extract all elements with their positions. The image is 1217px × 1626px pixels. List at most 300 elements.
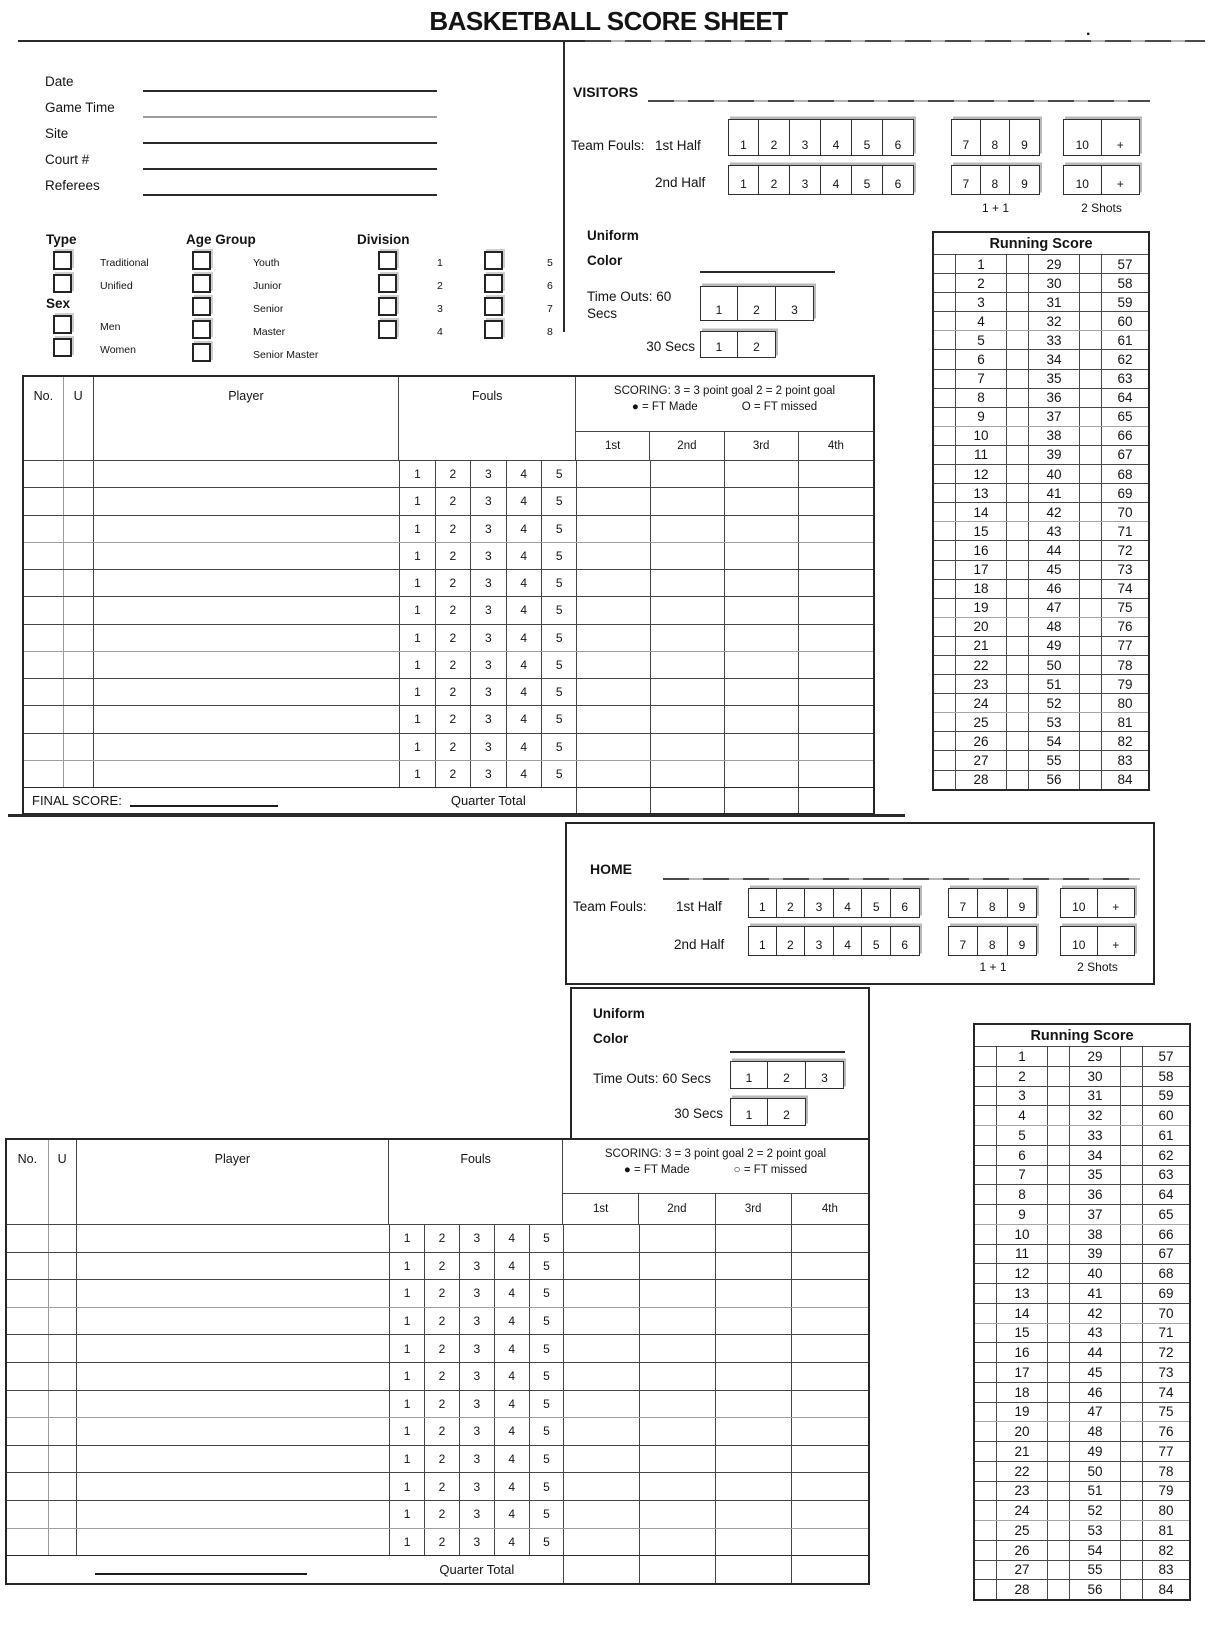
score-cell[interactable]: 83 bbox=[1117, 752, 1133, 768]
score-mark-cell[interactable] bbox=[1048, 1561, 1070, 1580]
timeout-cell[interactable]: 1 bbox=[700, 331, 738, 358]
score-cell[interactable]: 30 bbox=[1070, 1067, 1121, 1086]
quarter-score-cell[interactable] bbox=[577, 652, 651, 678]
score-cell[interactable]: 4 bbox=[997, 1106, 1048, 1125]
team-foul-cell[interactable]: 9 bbox=[1010, 119, 1040, 156]
score-cell[interactable]: 15 bbox=[997, 1324, 1048, 1343]
score-cell[interactable]: 34 bbox=[1070, 1146, 1121, 1165]
foul-cell[interactable]: 4 bbox=[495, 1391, 530, 1418]
quarter-total-cell[interactable] bbox=[716, 1556, 792, 1583]
score-mark-cell[interactable] bbox=[1121, 1284, 1143, 1303]
player-u-cell[interactable] bbox=[64, 652, 94, 678]
score-mark-cell[interactable] bbox=[1007, 293, 1029, 311]
foul-cell[interactable]: 1 bbox=[400, 706, 435, 732]
foul-cell[interactable]: 5 bbox=[530, 1225, 565, 1252]
score-mark-cell[interactable] bbox=[975, 1422, 997, 1441]
checkbox-division-4[interactable] bbox=[378, 320, 397, 339]
foul-cell[interactable]: 2 bbox=[436, 461, 471, 487]
foul-cell[interactable]: 5 bbox=[542, 516, 577, 542]
score-mark-cell[interactable] bbox=[975, 1541, 997, 1560]
score-mark-cell[interactable] bbox=[975, 1126, 997, 1145]
score-mark-cell[interactable] bbox=[1080, 522, 1102, 540]
date-field-line[interactable] bbox=[143, 90, 437, 92]
score-cell[interactable]: 41 bbox=[1070, 1284, 1121, 1303]
quarter-score-cell[interactable] bbox=[792, 1391, 868, 1418]
score-cell[interactable]: 48 bbox=[1029, 618, 1080, 636]
quarter-score-cell[interactable] bbox=[799, 543, 873, 569]
quarter-score-cell[interactable] bbox=[792, 1335, 868, 1362]
player-number-cell[interactable] bbox=[24, 679, 64, 705]
score-mark-cell[interactable] bbox=[975, 1067, 997, 1086]
foul-cell[interactable]: 5 bbox=[530, 1280, 565, 1307]
team-foul-cell[interactable]: 2 bbox=[777, 888, 806, 918]
team-foul-cell[interactable]: 4 bbox=[834, 888, 863, 918]
quarter-score-cell[interactable] bbox=[725, 543, 799, 569]
score-cell[interactable]: 14 bbox=[956, 503, 1007, 521]
score-cell[interactable]: 81 bbox=[1117, 714, 1133, 730]
score-cell[interactable]: 29 bbox=[1029, 255, 1080, 273]
quarter-score-cell[interactable] bbox=[716, 1529, 792, 1556]
quarter-score-cell[interactable] bbox=[792, 1253, 868, 1280]
quarter-score-cell[interactable] bbox=[792, 1225, 868, 1252]
player-name-cell[interactable] bbox=[94, 516, 401, 542]
foul-cell[interactable]: 5 bbox=[542, 461, 577, 487]
foul-cell[interactable]: 2 bbox=[436, 625, 471, 651]
timeout-cell[interactable]: 2 bbox=[738, 286, 776, 321]
team-foul-cell[interactable]: 5 bbox=[862, 926, 891, 956]
score-mark-cell[interactable] bbox=[934, 675, 956, 693]
foul-cell[interactable]: 2 bbox=[436, 543, 471, 569]
player-u-cell[interactable] bbox=[64, 516, 94, 542]
foul-cell[interactable]: 4 bbox=[507, 761, 542, 787]
team-foul-cell[interactable]: 2 bbox=[759, 119, 790, 156]
quarter-score-cell[interactable] bbox=[725, 488, 799, 514]
score-cell[interactable]: 62 bbox=[1158, 1147, 1174, 1163]
score-mark-cell[interactable] bbox=[934, 465, 956, 483]
foul-cell[interactable]: 4 bbox=[507, 516, 542, 542]
score-cell[interactable]: 40 bbox=[1070, 1264, 1121, 1283]
checkbox-unified[interactable] bbox=[53, 274, 72, 293]
score-mark-cell[interactable] bbox=[975, 1403, 997, 1422]
score-cell[interactable]: 44 bbox=[1070, 1343, 1121, 1362]
player-name-cell[interactable] bbox=[94, 625, 401, 651]
quarter-score-cell[interactable] bbox=[725, 706, 799, 732]
quarter-score-cell[interactable] bbox=[725, 461, 799, 487]
foul-cell[interactable]: 4 bbox=[495, 1473, 530, 1500]
player-u-cell[interactable] bbox=[49, 1446, 77, 1473]
quarter-score-cell[interactable] bbox=[651, 734, 725, 760]
team-foul-cell[interactable]: + bbox=[1102, 119, 1141, 156]
player-number-cell[interactable] bbox=[24, 652, 64, 678]
player-name-cell[interactable] bbox=[77, 1308, 391, 1335]
foul-cell[interactable]: 1 bbox=[390, 1473, 425, 1500]
foul-cell[interactable]: 3 bbox=[471, 706, 506, 732]
player-number-cell[interactable] bbox=[24, 597, 64, 623]
score-mark-cell[interactable] bbox=[975, 1304, 997, 1323]
foul-cell[interactable]: 5 bbox=[530, 1363, 565, 1390]
quarter-score-cell[interactable] bbox=[640, 1253, 716, 1280]
score-mark-cell[interactable] bbox=[975, 1383, 997, 1402]
score-mark-cell[interactable] bbox=[1121, 1324, 1143, 1343]
player-name-cell[interactable] bbox=[77, 1418, 391, 1445]
score-mark-cell[interactable] bbox=[1121, 1442, 1143, 1461]
quarter-score-cell[interactable] bbox=[716, 1501, 792, 1528]
score-mark-cell[interactable] bbox=[934, 350, 956, 368]
quarter-score-cell[interactable] bbox=[577, 570, 651, 596]
foul-cell[interactable]: 3 bbox=[460, 1280, 495, 1307]
score-cell[interactable]: 67 bbox=[1158, 1246, 1174, 1262]
score-cell[interactable]: 42 bbox=[1029, 503, 1080, 521]
quarter-total-cell[interactable] bbox=[799, 788, 873, 813]
player-name-cell[interactable] bbox=[77, 1391, 391, 1418]
score-cell[interactable]: 58 bbox=[1158, 1068, 1174, 1084]
score-mark-cell[interactable] bbox=[975, 1442, 997, 1461]
score-cell[interactable]: 19 bbox=[997, 1403, 1048, 1422]
player-name-cell[interactable] bbox=[94, 543, 401, 569]
score-cell[interactable]: 53 bbox=[1029, 713, 1080, 731]
quarter-score-cell[interactable] bbox=[564, 1501, 640, 1528]
quarter-score-cell[interactable] bbox=[564, 1253, 640, 1280]
score-mark-cell[interactable] bbox=[1007, 484, 1029, 502]
score-mark-cell[interactable] bbox=[1007, 580, 1029, 598]
score-mark-cell[interactable] bbox=[934, 599, 956, 617]
score-mark-cell[interactable] bbox=[1007, 312, 1029, 330]
score-cell[interactable]: 56 bbox=[1029, 771, 1080, 789]
score-cell[interactable]: 53 bbox=[1070, 1521, 1121, 1540]
quarter-score-cell[interactable] bbox=[564, 1308, 640, 1335]
foul-cell[interactable]: 2 bbox=[425, 1308, 460, 1335]
quarter-score-cell[interactable] bbox=[725, 761, 799, 787]
foul-cell[interactable]: 1 bbox=[390, 1335, 425, 1362]
foul-cell[interactable]: 2 bbox=[425, 1446, 460, 1473]
score-mark-cell[interactable] bbox=[1080, 389, 1102, 407]
score-mark-cell[interactable] bbox=[1007, 370, 1029, 388]
score-cell[interactable]: 12 bbox=[956, 465, 1007, 483]
foul-cell[interactable]: 4 bbox=[495, 1363, 530, 1390]
player-number-cell[interactable] bbox=[7, 1501, 49, 1528]
score-mark-cell[interactable] bbox=[1080, 771, 1102, 789]
score-mark-cell[interactable] bbox=[1121, 1422, 1143, 1441]
score-mark-cell[interactable] bbox=[975, 1363, 997, 1382]
score-mark-cell[interactable] bbox=[1007, 637, 1029, 655]
score-mark-cell[interactable] bbox=[1048, 1462, 1070, 1481]
quarter-score-cell[interactable] bbox=[651, 706, 725, 732]
score-mark-cell[interactable] bbox=[1048, 1205, 1070, 1224]
foul-cell[interactable]: 4 bbox=[495, 1418, 530, 1445]
quarter-total-cell[interactable] bbox=[577, 788, 651, 813]
score-cell[interactable]: 2 bbox=[997, 1067, 1048, 1086]
player-u-cell[interactable] bbox=[49, 1308, 77, 1335]
score-cell[interactable]: 62 bbox=[1117, 352, 1133, 368]
score-cell[interactable]: 36 bbox=[1029, 389, 1080, 407]
score-mark-cell[interactable] bbox=[1048, 1482, 1070, 1501]
score-mark-cell[interactable] bbox=[1007, 561, 1029, 579]
foul-cell[interactable]: 2 bbox=[436, 761, 471, 787]
score-mark-cell[interactable] bbox=[1048, 1422, 1070, 1441]
player-number-cell[interactable] bbox=[24, 543, 64, 569]
quarter-score-cell[interactable] bbox=[725, 652, 799, 678]
score-cell[interactable]: 61 bbox=[1158, 1127, 1174, 1143]
score-cell[interactable]: 10 bbox=[956, 427, 1007, 445]
team-foul-cell[interactable]: + bbox=[1102, 165, 1141, 195]
quarter-score-cell[interactable] bbox=[640, 1225, 716, 1252]
score-mark-cell[interactable] bbox=[1080, 713, 1102, 731]
player-number-cell[interactable] bbox=[24, 706, 64, 732]
score-cell[interactable]: 26 bbox=[997, 1541, 1048, 1560]
quarter-score-cell[interactable] bbox=[651, 597, 725, 623]
score-mark-cell[interactable] bbox=[1121, 1363, 1143, 1382]
checkbox-master[interactable] bbox=[192, 320, 211, 339]
player-u-cell[interactable] bbox=[49, 1363, 77, 1390]
foul-cell[interactable]: 1 bbox=[400, 625, 435, 651]
score-cell[interactable]: 35 bbox=[1070, 1166, 1121, 1185]
score-mark-cell[interactable] bbox=[1048, 1403, 1070, 1422]
visitors-color-line[interactable] bbox=[700, 271, 835, 273]
score-mark-cell[interactable] bbox=[1080, 503, 1102, 521]
foul-cell[interactable]: 3 bbox=[471, 488, 506, 514]
foul-cell[interactable]: 4 bbox=[495, 1335, 530, 1362]
score-cell[interactable]: 31 bbox=[1029, 293, 1080, 311]
quarter-score-cell[interactable] bbox=[799, 679, 873, 705]
score-cell[interactable]: 23 bbox=[956, 675, 1007, 693]
score-cell[interactable]: 49 bbox=[1029, 637, 1080, 655]
foul-cell[interactable]: 1 bbox=[400, 734, 435, 760]
score-mark-cell[interactable] bbox=[1121, 1541, 1143, 1560]
player-u-cell[interactable] bbox=[64, 597, 94, 623]
score-cell[interactable]: 77 bbox=[1158, 1443, 1174, 1459]
quarter-score-cell[interactable] bbox=[799, 652, 873, 678]
score-mark-cell[interactable] bbox=[1048, 1521, 1070, 1540]
foul-cell[interactable]: 1 bbox=[400, 543, 435, 569]
team-foul-cell[interactable]: 4 bbox=[821, 165, 852, 195]
score-mark-cell[interactable] bbox=[1080, 541, 1102, 559]
score-cell[interactable]: 80 bbox=[1158, 1503, 1174, 1519]
score-mark-cell[interactable] bbox=[975, 1106, 997, 1125]
score-cell[interactable]: 57 bbox=[1117, 256, 1133, 272]
score-cell[interactable]: 30 bbox=[1029, 274, 1080, 292]
score-cell[interactable]: 28 bbox=[956, 771, 1007, 789]
score-mark-cell[interactable] bbox=[1007, 656, 1029, 674]
player-name-cell[interactable] bbox=[77, 1253, 391, 1280]
score-cell[interactable]: 55 bbox=[1070, 1561, 1121, 1580]
foul-cell[interactable]: 5 bbox=[542, 679, 577, 705]
score-mark-cell[interactable] bbox=[1121, 1146, 1143, 1165]
score-mark-cell[interactable] bbox=[975, 1462, 997, 1481]
score-cell[interactable]: 16 bbox=[956, 541, 1007, 559]
quarter-score-cell[interactable] bbox=[577, 488, 651, 514]
team-foul-cell[interactable]: 9 bbox=[1010, 165, 1040, 195]
score-cell[interactable]: 11 bbox=[956, 446, 1007, 464]
score-mark-cell[interactable] bbox=[1121, 1185, 1143, 1204]
team-foul-cell[interactable]: 5 bbox=[862, 888, 891, 918]
score-cell[interactable]: 63 bbox=[1158, 1167, 1174, 1183]
quarter-score-cell[interactable] bbox=[577, 761, 651, 787]
quarter-score-cell[interactable] bbox=[799, 625, 873, 651]
score-mark-cell[interactable] bbox=[934, 580, 956, 598]
score-mark-cell[interactable] bbox=[934, 503, 956, 521]
score-cell[interactable]: 24 bbox=[997, 1501, 1048, 1520]
player-name-cell[interactable] bbox=[94, 570, 401, 596]
score-cell[interactable]: 27 bbox=[997, 1561, 1048, 1580]
score-mark-cell[interactable] bbox=[934, 312, 956, 330]
score-mark-cell[interactable] bbox=[1080, 427, 1102, 445]
score-mark-cell[interactable] bbox=[1080, 675, 1102, 693]
team-foul-cell[interactable]: 3 bbox=[805, 926, 834, 956]
score-mark-cell[interactable] bbox=[1048, 1442, 1070, 1461]
score-mark-cell[interactable] bbox=[1080, 465, 1102, 483]
quarter-score-cell[interactable] bbox=[716, 1225, 792, 1252]
score-mark-cell[interactable] bbox=[1048, 1126, 1070, 1145]
score-cell[interactable]: 79 bbox=[1158, 1483, 1174, 1499]
team-foul-cell[interactable]: 1 bbox=[748, 926, 777, 956]
quarter-score-cell[interactable] bbox=[577, 597, 651, 623]
score-cell[interactable]: 25 bbox=[997, 1521, 1048, 1540]
quarter-score-cell[interactable] bbox=[651, 461, 725, 487]
score-mark-cell[interactable] bbox=[975, 1284, 997, 1303]
quarter-score-cell[interactable] bbox=[564, 1391, 640, 1418]
foul-cell[interactable]: 3 bbox=[471, 461, 506, 487]
player-u-cell[interactable] bbox=[64, 461, 94, 487]
score-mark-cell[interactable] bbox=[1121, 1482, 1143, 1501]
foul-cell[interactable]: 3 bbox=[460, 1253, 495, 1280]
quarter-score-cell[interactable] bbox=[577, 516, 651, 542]
score-cell[interactable]: 3 bbox=[956, 293, 1007, 311]
team-foul-cell[interactable]: 6 bbox=[891, 888, 920, 918]
player-name-cell[interactable] bbox=[94, 734, 401, 760]
score-mark-cell[interactable] bbox=[1048, 1264, 1070, 1283]
score-cell[interactable]: 45 bbox=[1070, 1363, 1121, 1382]
foul-cell[interactable]: 4 bbox=[507, 679, 542, 705]
score-mark-cell[interactable] bbox=[1121, 1225, 1143, 1244]
player-number-cell[interactable] bbox=[7, 1253, 49, 1280]
foul-cell[interactable]: 3 bbox=[471, 543, 506, 569]
score-cell[interactable]: 74 bbox=[1158, 1384, 1174, 1400]
score-cell[interactable]: 73 bbox=[1158, 1364, 1174, 1380]
checkbox-senior[interactable] bbox=[192, 297, 211, 316]
score-mark-cell[interactable] bbox=[1080, 331, 1102, 349]
score-cell[interactable]: 45 bbox=[1029, 561, 1080, 579]
score-mark-cell[interactable] bbox=[934, 618, 956, 636]
score-mark-cell[interactable] bbox=[1121, 1106, 1143, 1125]
player-name-cell[interactable] bbox=[77, 1363, 391, 1390]
quarter-score-cell[interactable] bbox=[577, 706, 651, 732]
score-cell[interactable]: 72 bbox=[1158, 1345, 1174, 1361]
player-name-cell[interactable] bbox=[77, 1501, 391, 1528]
score-cell[interactable]: 18 bbox=[997, 1383, 1048, 1402]
quarter-score-cell[interactable] bbox=[564, 1363, 640, 1390]
foul-cell[interactable]: 2 bbox=[436, 516, 471, 542]
foul-cell[interactable]: 1 bbox=[400, 516, 435, 542]
quarter-score-cell[interactable] bbox=[640, 1391, 716, 1418]
quarter-total-cell[interactable] bbox=[651, 788, 725, 813]
checkbox-division-6[interactable] bbox=[484, 274, 503, 293]
foul-cell[interactable]: 3 bbox=[460, 1335, 495, 1362]
foul-cell[interactable]: 2 bbox=[436, 679, 471, 705]
court-field-line[interactable] bbox=[143, 168, 437, 170]
foul-cell[interactable]: 1 bbox=[390, 1446, 425, 1473]
quarter-score-cell[interactable] bbox=[725, 625, 799, 651]
score-cell[interactable]: 32 bbox=[1029, 312, 1080, 330]
quarter-score-cell[interactable] bbox=[725, 734, 799, 760]
foul-cell[interactable]: 2 bbox=[425, 1280, 460, 1307]
foul-cell[interactable]: 4 bbox=[507, 706, 542, 732]
score-mark-cell[interactable] bbox=[1048, 1166, 1070, 1185]
score-mark-cell[interactable] bbox=[1121, 1561, 1143, 1580]
score-mark-cell[interactable] bbox=[1007, 694, 1029, 712]
checkbox-division-2[interactable] bbox=[378, 274, 397, 293]
player-u-cell[interactable] bbox=[64, 761, 94, 787]
foul-cell[interactable]: 5 bbox=[530, 1391, 565, 1418]
score-mark-cell[interactable] bbox=[975, 1146, 997, 1165]
player-name-cell[interactable] bbox=[77, 1446, 391, 1473]
score-mark-cell[interactable] bbox=[1121, 1501, 1143, 1520]
score-mark-cell[interactable] bbox=[1007, 522, 1029, 540]
score-cell[interactable]: 33 bbox=[1070, 1126, 1121, 1145]
foul-cell[interactable]: 5 bbox=[530, 1501, 565, 1528]
score-mark-cell[interactable] bbox=[1048, 1363, 1070, 1382]
score-cell[interactable]: 8 bbox=[956, 389, 1007, 407]
quarter-score-cell[interactable] bbox=[564, 1473, 640, 1500]
foul-cell[interactable]: 1 bbox=[400, 461, 435, 487]
score-cell[interactable]: 78 bbox=[1117, 657, 1133, 673]
foul-cell[interactable]: 3 bbox=[460, 1418, 495, 1445]
score-mark-cell[interactable] bbox=[1121, 1245, 1143, 1264]
team-foul-cell[interactable]: 1 bbox=[748, 888, 777, 918]
score-cell[interactable]: 67 bbox=[1117, 447, 1133, 463]
quarter-score-cell[interactable] bbox=[577, 625, 651, 651]
score-mark-cell[interactable] bbox=[1007, 503, 1029, 521]
team-foul-cell[interactable]: + bbox=[1098, 926, 1136, 956]
quarter-score-cell[interactable] bbox=[792, 1529, 868, 1556]
score-cell[interactable]: 65 bbox=[1117, 409, 1133, 425]
foul-cell[interactable]: 3 bbox=[471, 597, 506, 623]
score-mark-cell[interactable] bbox=[1080, 561, 1102, 579]
checkbox-division-1[interactable] bbox=[378, 251, 397, 270]
score-mark-cell[interactable] bbox=[1080, 732, 1102, 750]
timeout-cell[interactable]: 1 bbox=[730, 1061, 768, 1089]
foul-cell[interactable]: 4 bbox=[495, 1529, 530, 1556]
team-foul-cell[interactable]: 10 bbox=[1063, 165, 1102, 195]
score-cell[interactable]: 40 bbox=[1029, 465, 1080, 483]
foul-cell[interactable]: 4 bbox=[507, 625, 542, 651]
player-u-cell[interactable] bbox=[64, 706, 94, 732]
score-mark-cell[interactable] bbox=[934, 694, 956, 712]
quarter-score-cell[interactable] bbox=[725, 679, 799, 705]
score-cell[interactable]: 6 bbox=[997, 1146, 1048, 1165]
player-name-cell[interactable] bbox=[94, 652, 401, 678]
score-mark-cell[interactable] bbox=[1121, 1343, 1143, 1362]
score-cell[interactable]: 1 bbox=[997, 1047, 1048, 1066]
final-score-line[interactable] bbox=[130, 805, 278, 807]
foul-cell[interactable]: 5 bbox=[542, 761, 577, 787]
foul-cell[interactable]: 2 bbox=[436, 652, 471, 678]
score-cell[interactable]: 12 bbox=[997, 1264, 1048, 1283]
foul-cell[interactable]: 5 bbox=[530, 1335, 565, 1362]
score-mark-cell[interactable] bbox=[1048, 1501, 1070, 1520]
quarter-score-cell[interactable] bbox=[651, 761, 725, 787]
foul-cell[interactable]: 2 bbox=[436, 488, 471, 514]
score-mark-cell[interactable] bbox=[1048, 1324, 1070, 1343]
quarter-score-cell[interactable] bbox=[799, 488, 873, 514]
score-mark-cell[interactable] bbox=[1080, 255, 1102, 273]
score-cell[interactable]: 15 bbox=[956, 522, 1007, 540]
score-cell[interactable]: 73 bbox=[1117, 562, 1133, 578]
player-number-cell[interactable] bbox=[24, 625, 64, 651]
score-mark-cell[interactable] bbox=[1007, 408, 1029, 426]
score-cell[interactable]: 29 bbox=[1070, 1047, 1121, 1066]
score-mark-cell[interactable] bbox=[1048, 1541, 1070, 1560]
quarter-score-cell[interactable] bbox=[640, 1363, 716, 1390]
